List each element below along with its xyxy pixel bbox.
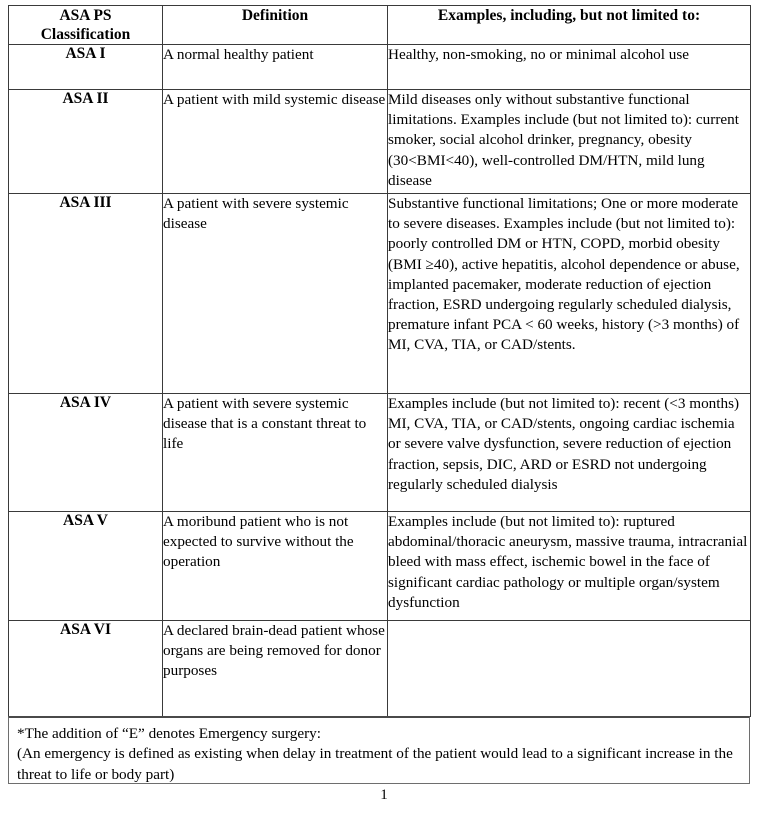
table-row — [9, 621, 751, 717]
cell-classification-asa-3: ASA III — [9, 194, 163, 394]
cell-classification-asa-4: ASA IV — [9, 394, 163, 512]
cell-classification-asa-6: ASA VI — [9, 621, 163, 717]
header-classification-line2: Classification — [40, 26, 131, 43]
page-number: 1 — [380, 787, 388, 803]
header-cell-examples: Examples, including, but not limited to: — [388, 6, 751, 45]
cell-definition-asa-3: A patient with severe systemic disease — [163, 194, 388, 394]
cell-classification-asa-2: ASA II — [9, 90, 163, 194]
cell-definition-asa-6: A declared brain-dead patient whose organs are being removed for donor purposes — [163, 621, 388, 717]
table-row — [9, 194, 751, 394]
cell-definition-asa-5: A moribund patient who is not expected to survive without the operation — [163, 512, 388, 621]
asa-classification-table — [8, 5, 751, 717]
table-row — [9, 394, 751, 512]
cell-definition-asa-4: A patient with severe systemic disease that is a constant threat to life — [163, 394, 388, 512]
cell-examples-asa-5: Examples include (but not limited to): ruptured abdominal/thoracic aneurysm, massive trauma, intracranial bleed with mass effect, ischemic bowel in the face of significant cardiac pathology or multiple organ/system dysfunction — [388, 512, 751, 621]
cell-classification-asa-5: ASA V — [9, 512, 163, 621]
cell-classification-asa-1: ASA I — [9, 45, 163, 90]
header-classification-line1: ASA PS — [59, 7, 112, 24]
cell-definition-asa-1: A normal healthy patient — [163, 45, 388, 90]
cell-definition-asa-2: A patient with mild systemic disease — [163, 90, 388, 194]
table-header-row — [9, 6, 751, 45]
header-cell-definition: Definition — [163, 6, 388, 45]
cell-examples-asa-3: Substantive functional limitations; One or more moderate to severe diseases. Examples include (but not limited to): poorly controlled DM or HTN, COPD, morbid obesity (BMI ≥40), active hepatitis, alcohol dependence or abuse, implanted pacemaker, moderate reduction of ejection fraction, ESRD undergoing regularly scheduled dialysis, premature infant PCA < 60 weeks, history (>3 months) of MI, CVA, TIA, or CAD/stents. — [388, 194, 751, 394]
cell-examples-asa-6 — [388, 621, 751, 717]
emergency-footnote — [8, 716, 750, 784]
cell-examples-asa-1: Healthy, non-smoking, no or minimal alcohol use — [388, 45, 751, 90]
footnote-line-1: *The addition of “E” denotes Emergency surgery: — [17, 725, 321, 742]
table-row — [9, 45, 751, 90]
cell-examples-asa-4: Examples include (but not limited to): recent (<3 months) MI, CVA, TIA, or CAD/stents, ongoing cardiac ischemia or severe valve dysfunction, severe reduction of ejection fraction, sepsis, DIC, ARD or ESRD not undergoing regularly scheduled dialysis — [388, 394, 751, 512]
header-cell-classification — [9, 6, 163, 45]
table-row — [9, 512, 751, 621]
table-row — [9, 90, 751, 194]
footnote-line-2: (An emergency is defined as existing when delay in treatment of the patient would lead to a significant increase in the threat to life or body part) — [17, 745, 733, 783]
cell-examples-asa-2: Mild diseases only without substantive functional limitations. Examples include (but not limited to): current smoker, social alcohol drinker, pregnancy, obesity (30<BMI<40), well-controlled DM/HTN, mild lung disease — [388, 90, 751, 194]
